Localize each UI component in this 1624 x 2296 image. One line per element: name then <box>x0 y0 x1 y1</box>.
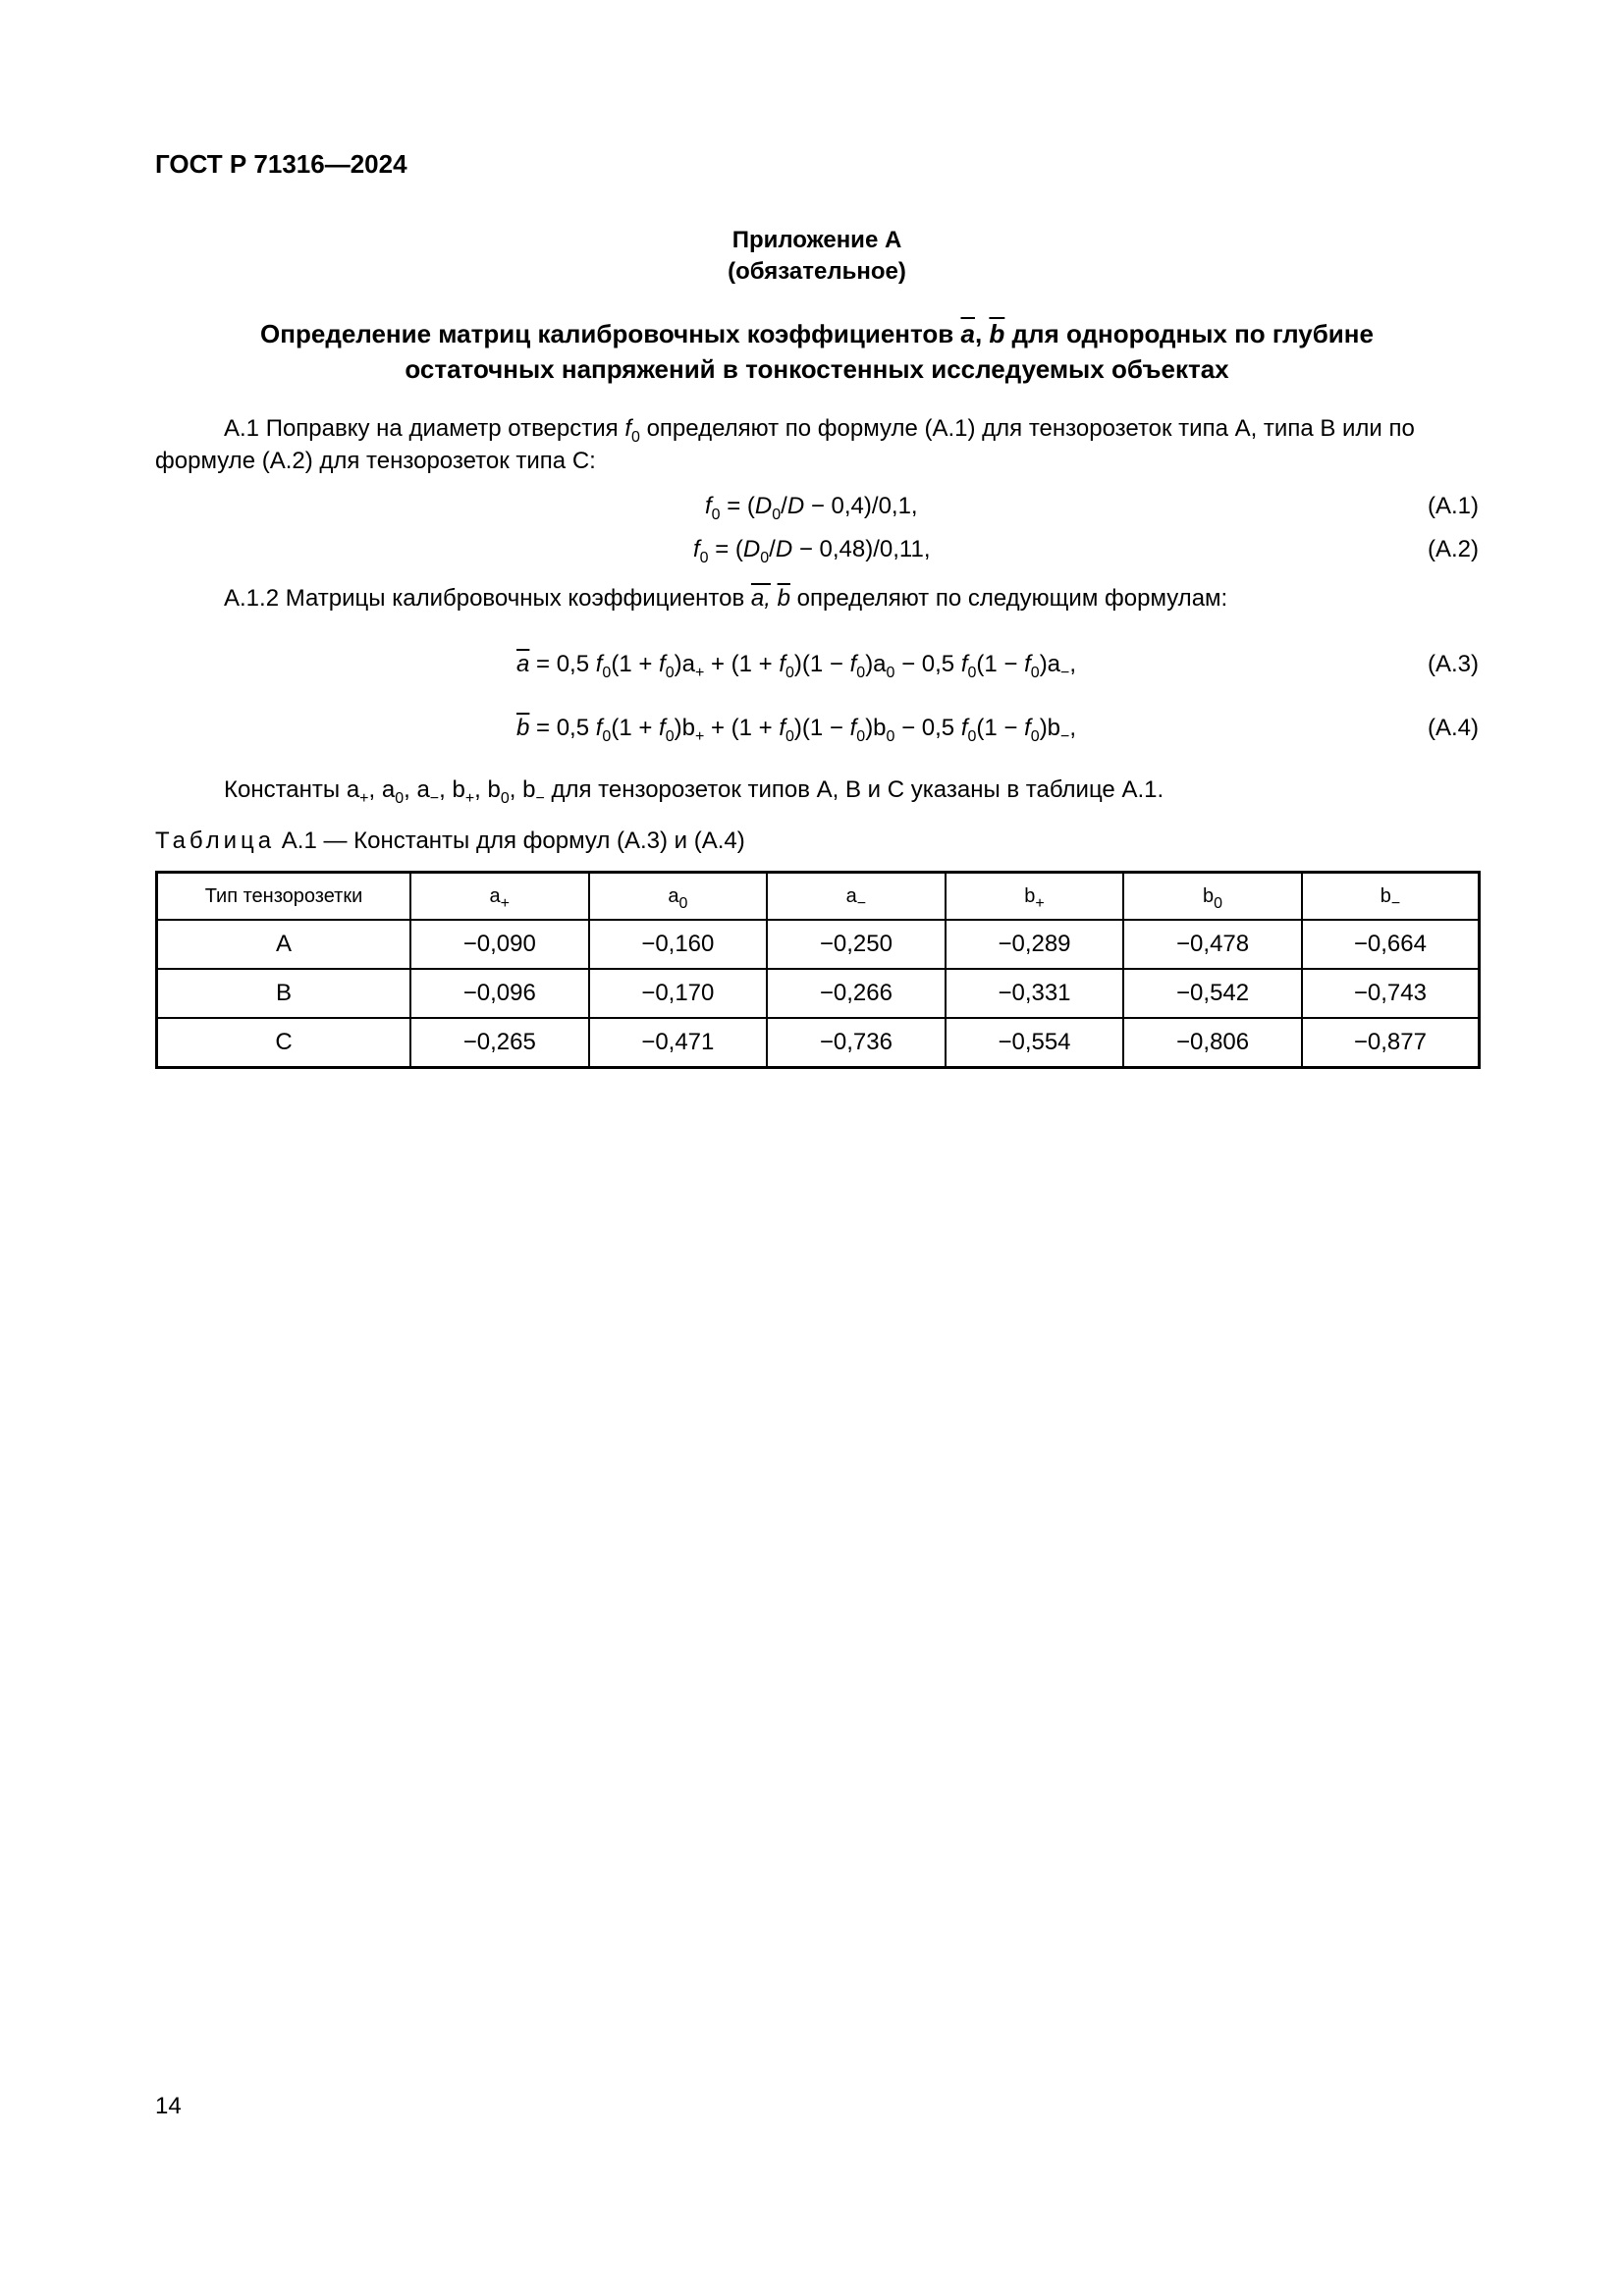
row-type: А <box>157 920 410 969</box>
appendix-label: Приложение А <box>731 227 902 253</box>
title-line-2: остаточных напряжений в тонкостенных исследуемых объектах <box>405 354 1229 384</box>
equation-number: (А.3) <box>1427 651 1479 677</box>
equation-number: (А.2) <box>1427 536 1479 562</box>
header-b-minus: $b_-$ <box>1302 873 1480 921</box>
document-code: ГОСТ Р 71316—2024 <box>155 149 407 179</box>
table-cell: −0,096 <box>410 969 589 1018</box>
table-cell: −0,664 <box>1302 920 1480 969</box>
equation-number: (А.1) <box>1427 493 1479 519</box>
appendix-heading <box>155 225 1479 288</box>
paragraph-constants: Константы $a_+$, $a_0$, $a_-$, $b_+$, $b_0$, $b_-$ для тензорозеток типов А, В и С указаны в таблице А.1. <box>224 776 1164 807</box>
appendix-title <box>155 316 1479 387</box>
table-cell: −0,289 <box>946 920 1124 969</box>
table-cell: −0,736 <box>767 1018 946 1068</box>
row-type: С <box>157 1018 410 1068</box>
table-row <box>157 920 1480 969</box>
table-cell: −0,250 <box>767 920 946 969</box>
appendix-status: (обязательное) <box>728 258 906 285</box>
paragraph-a12: А.1.2 Матрицы калибровочных коэффициентов a, $\overline{b}$ определяют по следующим формулам: <box>224 585 1228 612</box>
table-cell: −0,806 <box>1123 1018 1302 1068</box>
header-a-plus: $a_+$ <box>410 873 589 921</box>
table-cell: −0,160 <box>589 920 768 969</box>
table-cell: −0,743 <box>1302 969 1480 1018</box>
table-cell: −0,090 <box>410 920 589 969</box>
header-b-zero: $b_0$ <box>1123 873 1302 921</box>
header-b-plus: $b_+$ <box>946 873 1124 921</box>
table-cell: −0,331 <box>946 969 1124 1018</box>
equation-number: (А.4) <box>1427 715 1479 741</box>
table-cell: −0,542 <box>1123 969 1302 1018</box>
header-type: Тип тензорозетки <box>157 873 410 921</box>
header-a-zero: $a_0$ <box>589 873 768 921</box>
table-cell: −0,554 <box>946 1018 1124 1068</box>
table-cell: −0,170 <box>589 969 768 1018</box>
paragraph-a1: А.1 Поправку на диаметр отверстия $f_0$ определяют по формуле (А.1) для тензорозеток типа А, типа В или по формуле (А.2) для тензорозеток типа С: <box>155 415 1415 474</box>
header-a-minus: $a_-$ <box>767 873 946 921</box>
table-row <box>157 969 1480 1018</box>
table-cell: −0,265 <box>410 1018 589 1068</box>
table-cell: −0,478 <box>1123 920 1302 969</box>
page-number: 14 <box>155 2093 182 2119</box>
table-caption: Таблица А.1 — Константы для формул (А.3) и (А.4) <box>155 828 745 854</box>
row-type: В <box>157 969 410 1018</box>
constants-table <box>155 871 1481 1069</box>
table-header-row <box>157 873 1480 921</box>
title-line-1: Определение матриц калибровочных коэффициентов $\overline{a}$, $\overline{b}$ для однородных по глубине <box>260 319 1374 348</box>
table-row <box>157 1018 1480 1068</box>
table-cell: −0,877 <box>1302 1018 1480 1068</box>
table-cell: −0,471 <box>589 1018 768 1068</box>
table-cell: −0,266 <box>767 969 946 1018</box>
